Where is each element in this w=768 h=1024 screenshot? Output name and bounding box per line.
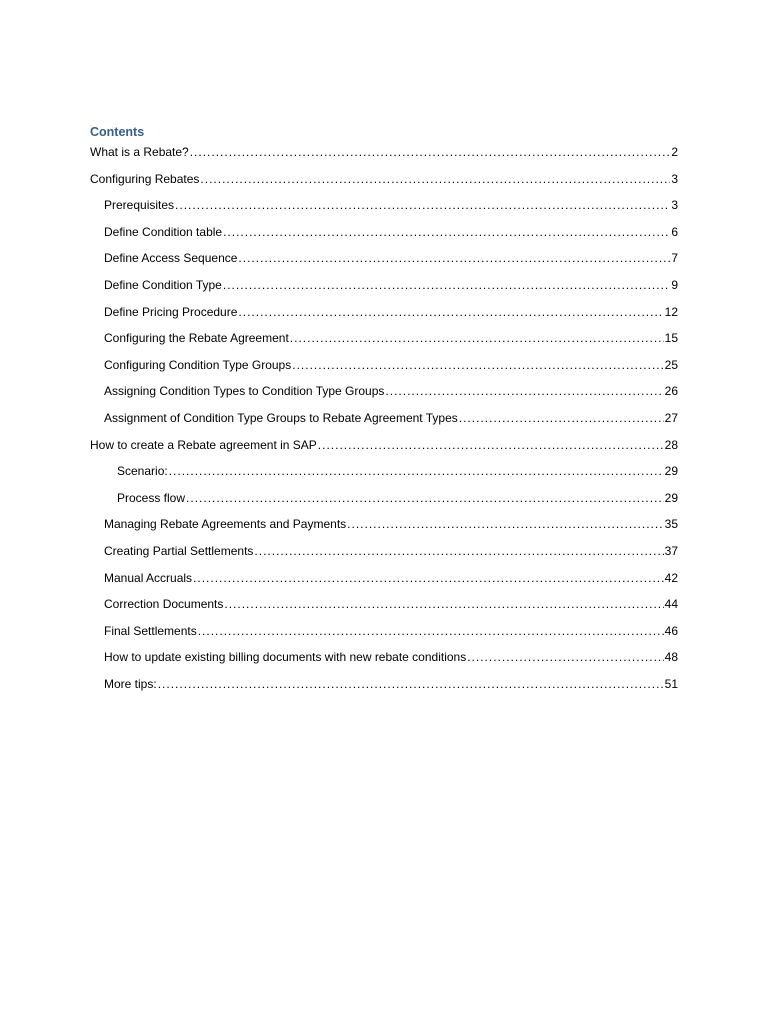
toc-entry[interactable] [90, 542, 680, 569]
toc-dot-leader [318, 436, 664, 454]
toc-entry[interactable] [90, 170, 680, 197]
toc-entry[interactable] [90, 409, 680, 436]
toc-entry[interactable] [90, 622, 680, 649]
toc-entry-page-number: 48 [664, 650, 678, 665]
toc-entry[interactable] [90, 143, 680, 170]
toc-entry-title: How to update existing billing documents with new rebate conditions [104, 650, 467, 665]
toc-entry-title: Managing Rebate Agreements and Payments [104, 517, 347, 532]
toc-entry-title: Define Pricing Procedure [104, 304, 238, 319]
toc-entry-page-number: 3 [671, 171, 678, 186]
toc-dot-leader [175, 196, 670, 214]
toc-dot-leader [385, 382, 663, 400]
toc-entry-title: Configuring Condition Type Groups [104, 357, 292, 372]
toc-entry-title: Define Access Sequence [104, 251, 238, 266]
toc-entry-title: Assigning Condition Types to Condition Type Groups [104, 384, 385, 399]
toc-entry-title: What is a Rebate? [90, 145, 189, 159]
toc-dot-leader [224, 595, 663, 613]
toc-dot-leader [459, 409, 664, 427]
toc-entry-page-number: 12 [664, 304, 678, 319]
toc-dot-leader [200, 170, 670, 188]
toc-entry-title: Define Condition Type [104, 277, 222, 292]
toc-entry[interactable] [90, 329, 680, 356]
toc-entry[interactable] [90, 462, 680, 489]
toc-entry-page-number: 46 [664, 623, 678, 638]
toc-entry[interactable] [90, 382, 680, 409]
toc-entry-page-number: 2 [671, 145, 678, 159]
toc-dot-leader [223, 223, 670, 241]
toc-dot-leader [169, 462, 664, 480]
toc-entry-title: How to create a Rebate agreement in SAP [90, 437, 317, 452]
toc-entry-page-number: 25 [664, 357, 678, 372]
toc-dot-leader [193, 569, 664, 587]
toc-entry[interactable] [90, 648, 680, 675]
table-of-contents [90, 143, 680, 701]
toc-entry-page-number: 44 [664, 597, 678, 612]
toc-entry-page-number: 35 [664, 517, 678, 532]
toc-heading: Contents [90, 125, 145, 139]
toc-entry-title: Final Settlements [104, 623, 197, 638]
toc-entry[interactable] [90, 249, 680, 276]
toc-entry-page-number: 9 [671, 277, 678, 292]
toc-entry-title: Prerequisites [104, 198, 175, 213]
toc-entry[interactable] [90, 489, 680, 516]
toc-entry[interactable] [90, 569, 680, 596]
toc-entry-page-number: 37 [664, 543, 678, 558]
toc-entry-page-number: 42 [664, 570, 678, 585]
toc-entry-page-number: 51 [664, 676, 678, 691]
toc-entry-page-number: 29 [664, 490, 678, 505]
toc-entry[interactable] [90, 436, 680, 463]
toc-entry[interactable] [90, 515, 680, 542]
toc-entry-title: More tips: [104, 676, 157, 691]
toc-entry-title: Creating Partial Settlements [104, 543, 254, 558]
toc-dot-leader [198, 622, 664, 640]
toc-dot-leader [254, 542, 663, 560]
toc-entry-page-number: 15 [664, 331, 678, 346]
toc-dot-leader [223, 276, 670, 294]
toc-entry[interactable] [90, 303, 680, 330]
toc-entry-page-number: 3 [671, 198, 678, 213]
toc-entry-page-number: 28 [664, 437, 678, 452]
toc-dot-leader [290, 329, 664, 347]
toc-entry-title: Manual Accruals [104, 570, 193, 585]
toc-entry-page-number: 7 [671, 251, 678, 266]
toc-entry[interactable] [90, 356, 680, 383]
toc-entry-title: Configuring Rebates [90, 171, 200, 186]
toc-entry-page-number: 6 [671, 224, 678, 239]
toc-dot-leader [347, 515, 663, 533]
toc-entry[interactable] [90, 595, 680, 622]
toc-entry-title: Assignment of Condition Type Groups to Rebate Agreement Types [104, 410, 458, 425]
toc-dot-leader [186, 489, 664, 507]
toc-dot-leader [467, 648, 663, 666]
toc-entry-title: Correction Documents [104, 597, 224, 612]
toc-entry[interactable] [90, 675, 680, 702]
toc-entry-page-number: 26 [664, 384, 678, 399]
toc-entry[interactable] [90, 223, 680, 250]
toc-entry-title: Define Condition table [104, 224, 223, 239]
toc-entry[interactable] [90, 196, 680, 223]
toc-entry-title: Process flow [117, 490, 186, 505]
toc-dot-leader [238, 249, 670, 267]
toc-entry-title: Configuring the Rebate Agreement [104, 331, 289, 346]
toc-entry-title: Scenario: [117, 464, 168, 479]
toc-dot-leader [190, 143, 671, 161]
toc-dot-leader [238, 303, 663, 321]
toc-entry[interactable] [90, 276, 680, 303]
toc-dot-leader [292, 356, 663, 374]
toc-entry-page-number: 29 [664, 464, 678, 479]
toc-dot-leader [158, 675, 664, 693]
toc-entry-page-number: 27 [664, 410, 678, 425]
